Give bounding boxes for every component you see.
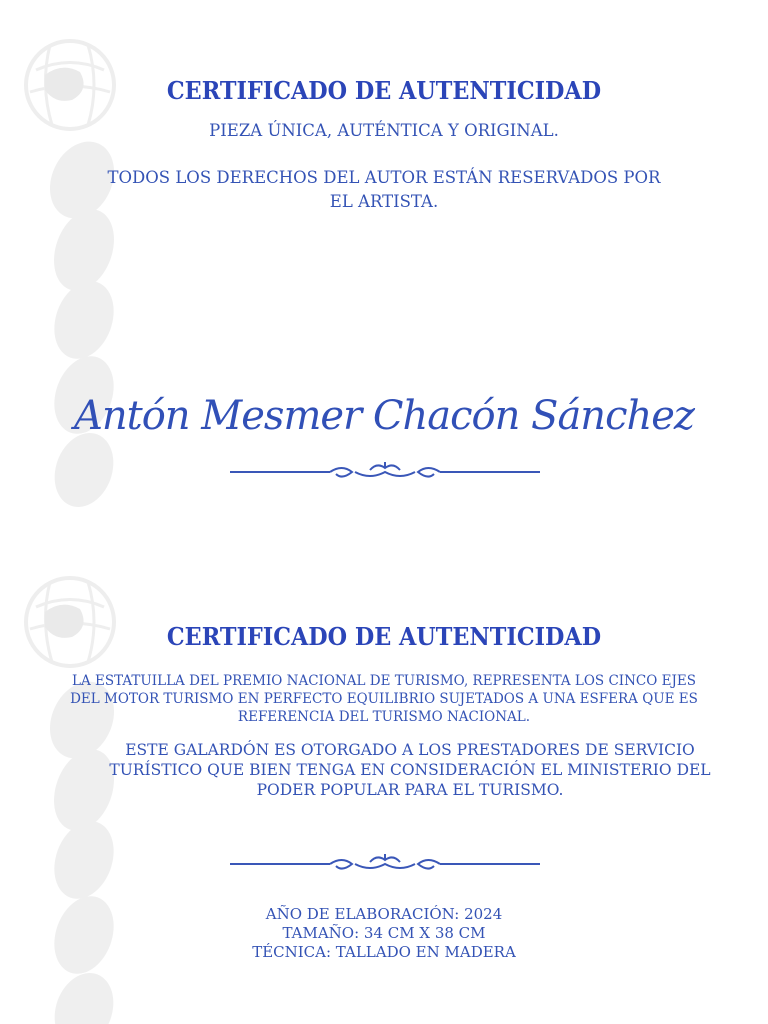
certificate-title: CERTIFICADO DE AUTENTICIDAD [166,76,602,105]
flourish-divider-icon [230,460,540,484]
artist-signature: Antón Mesmer Chacón Sánchez [74,393,694,439]
award-line-1: ESTE GALARDÓN ES OTORGADO A LOS PRESTADORES DE SERVICIO [125,741,695,759]
year-of-creation: AÑO DE ELABORACIÓN: 2024 [265,905,503,923]
description-line-1: LA ESTATUILLA DEL PREMIO NACIONAL DE TURISMO, REPRESENTA LOS CINCO EJES [72,673,696,689]
certificate-title: CERTIFICADO DE AUTENTICIDAD [166,622,602,651]
rights-text-line-1: TODOS LOS DERECHOS DEL AUTOR ESTÁN RESERVADOS POR [107,168,661,187]
award-line-2: TURÍSTICO QUE BIEN TENGA EN CONSIDERACIÓN EL MINISTERIO DEL [109,761,711,779]
award-line-3: PODER POPULAR PARA EL TURISMO. [256,781,564,799]
technique: TÉCNICA: TALLADO EN MADERA [252,943,516,961]
unique-piece-text: PIEZA ÚNICA, AUTÉNTICA Y ORIGINAL. [209,121,559,140]
rights-text-line-2: EL ARTISTA. [329,192,439,211]
description-line-3: REFERENCIA DEL TURISMO NACIONAL. [237,709,531,725]
flourish-divider-icon [230,852,540,876]
certificate-page-2 [0,570,768,1024]
description-line-2: DEL MOTOR TURISMO EN PERFECTO EQUILIBRIO SUJETADOS A UNA ESFERA QUE ES [70,691,698,707]
dimensions: TAMAÑO: 34 CM X 38 CM [282,924,486,942]
